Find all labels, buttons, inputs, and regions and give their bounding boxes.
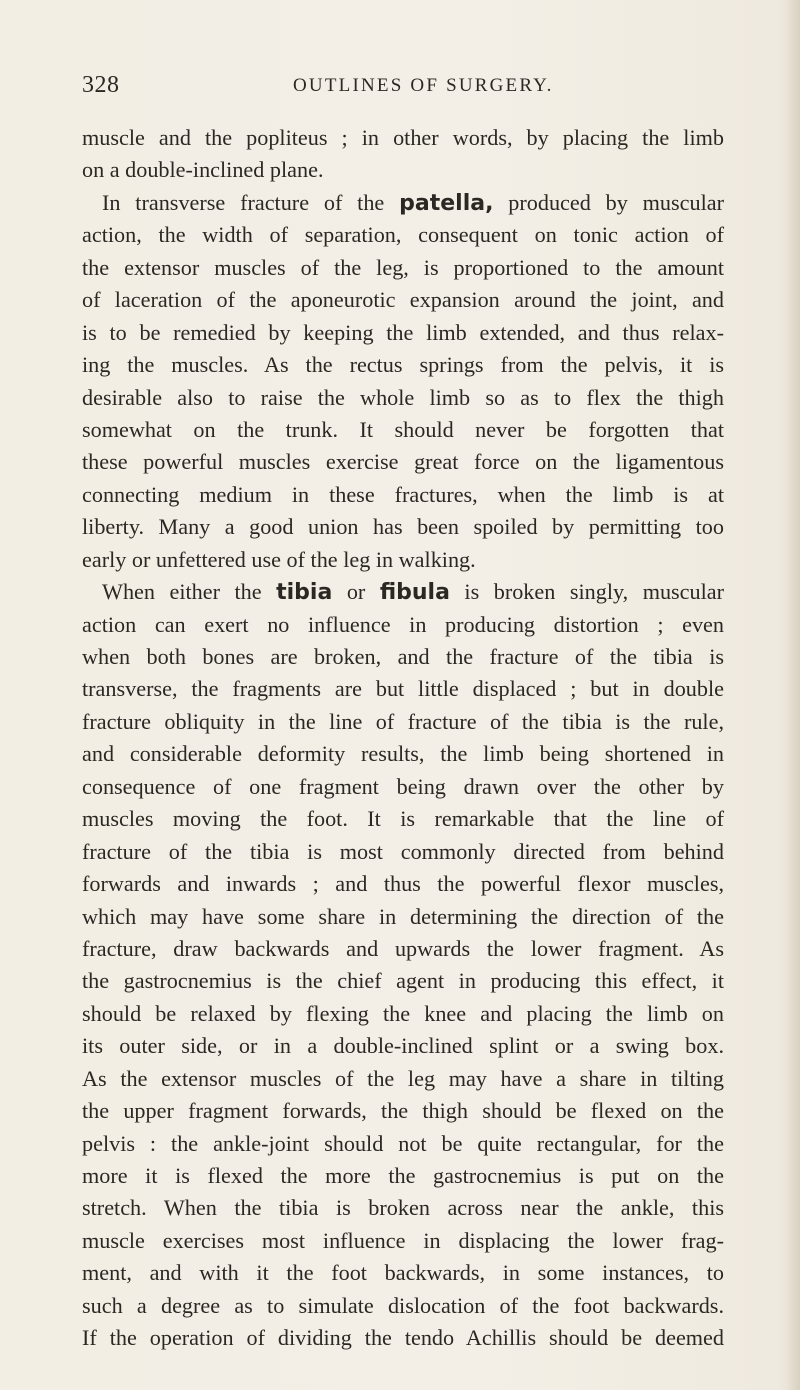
text-line: which may have some share in determining the direction of the <box>82 903 724 929</box>
keyword-tibia: tibia <box>276 580 333 606</box>
text-line: ing the muscles. As the rectus springs from the pelvis, it is <box>82 352 724 378</box>
text-line: its outer side, or in a double-inclined splint or a swing box. <box>82 1033 724 1059</box>
text-line: the extensor muscles of the leg, is proportioned to the amount <box>82 254 724 280</box>
text-line: connecting medium in these fractures, when the limb is at <box>82 481 724 507</box>
text-line: muscle exercises most influence in displacing the lower frag- <box>82 1227 724 1253</box>
text-line: ment, and with it the foot backwards, in some instances, to <box>82 1260 724 1286</box>
text-line: these powerful muscles exercise great force on the ligamentous <box>82 449 724 475</box>
text-line: action can exert no influence in producing distortion ; even <box>82 611 724 637</box>
page-edge-shadow <box>786 0 800 1390</box>
text-line: transverse, the fragments are but little displaced ; but in double <box>82 676 724 702</box>
text-line: the upper fragment forwards, the thigh should be flexed on the <box>82 1098 724 1124</box>
text-line: If the operation of dividing the tendo Achillis should be deemed <box>82 1325 724 1351</box>
text-line <box>82 187 724 219</box>
keyword-patella: patella, <box>399 190 494 216</box>
text-line: fracture obliquity in the line of fracture of the tibia is the rule, <box>82 708 724 734</box>
text-line: desirable also to raise the whole limb so as to flex the thigh <box>82 384 724 410</box>
text-line: action, the width of separation, consequent on tonic action of <box>82 222 724 248</box>
text-line: As the extensor muscles of the leg may have a share in tilting <box>82 1065 724 1091</box>
text-line: more it is flexed the more the gastrocnemius is put on the <box>82 1163 724 1188</box>
text-line: the gastrocnemius is the chief agent in producing this effect, it <box>82 968 724 994</box>
text-line: is to be remedied by keeping the limb extended, and thus relax- <box>82 319 724 345</box>
running-title: OUTLINES OF SURGERY. <box>293 75 554 96</box>
text-line: somewhat on the trunk. It should never be forgotten that <box>82 416 724 442</box>
page-header <box>82 72 722 106</box>
text-run: produced by muscular <box>493 189 725 215</box>
text-line <box>82 576 724 608</box>
text-run: is broken singly, muscular <box>449 579 725 605</box>
text-line: and considerable deformity results, the limb being shortened in <box>82 741 724 767</box>
text-line: should be relaxed by flexing the knee and placing the limb on <box>82 1000 724 1026</box>
text-run: When either the <box>102 579 277 605</box>
text-line: consequence of one fragment being drawn over the other by <box>82 773 724 799</box>
body-text <box>82 122 724 1355</box>
text-line: liberty. Many a good union has been spoiled by permitting too <box>82 514 724 540</box>
text-line: on a double-inclined plane. <box>82 157 324 183</box>
text-line: fracture, draw backwards and upwards the lower fragment. As <box>82 935 724 961</box>
text-line: of laceration of the aponeurotic expansion around the joint, and <box>82 287 724 313</box>
text-run: or <box>332 579 380 605</box>
text-line: such a degree as to simulate dislocation of the foot backwards. <box>82 1292 724 1318</box>
keyword-fibula: fibula <box>379 580 450 606</box>
text-line: muscle and the popliteus ; in other words, by placing the limb <box>82 125 724 150</box>
text-line: forwards and inwards ; and thus the powerful flexor muscles, <box>82 871 724 897</box>
text-line: early or unfettered use of the leg in walking. <box>82 546 476 572</box>
text-line: muscles moving the foot. It is remarkable that the line of <box>82 806 724 832</box>
text-run: In transverse fracture of the <box>102 189 400 215</box>
page-number: 328 <box>82 72 120 98</box>
text-line: when both bones are broken, and the fracture of the tibia is <box>82 644 724 669</box>
text-line: pelvis : the ankle-joint should not be quite rectangular, for the <box>82 1130 724 1156</box>
text-line: fracture of the tibia is most commonly directed from behind <box>82 838 724 864</box>
text-line: stretch. When the tibia is broken across near the ankle, this <box>82 1195 724 1221</box>
